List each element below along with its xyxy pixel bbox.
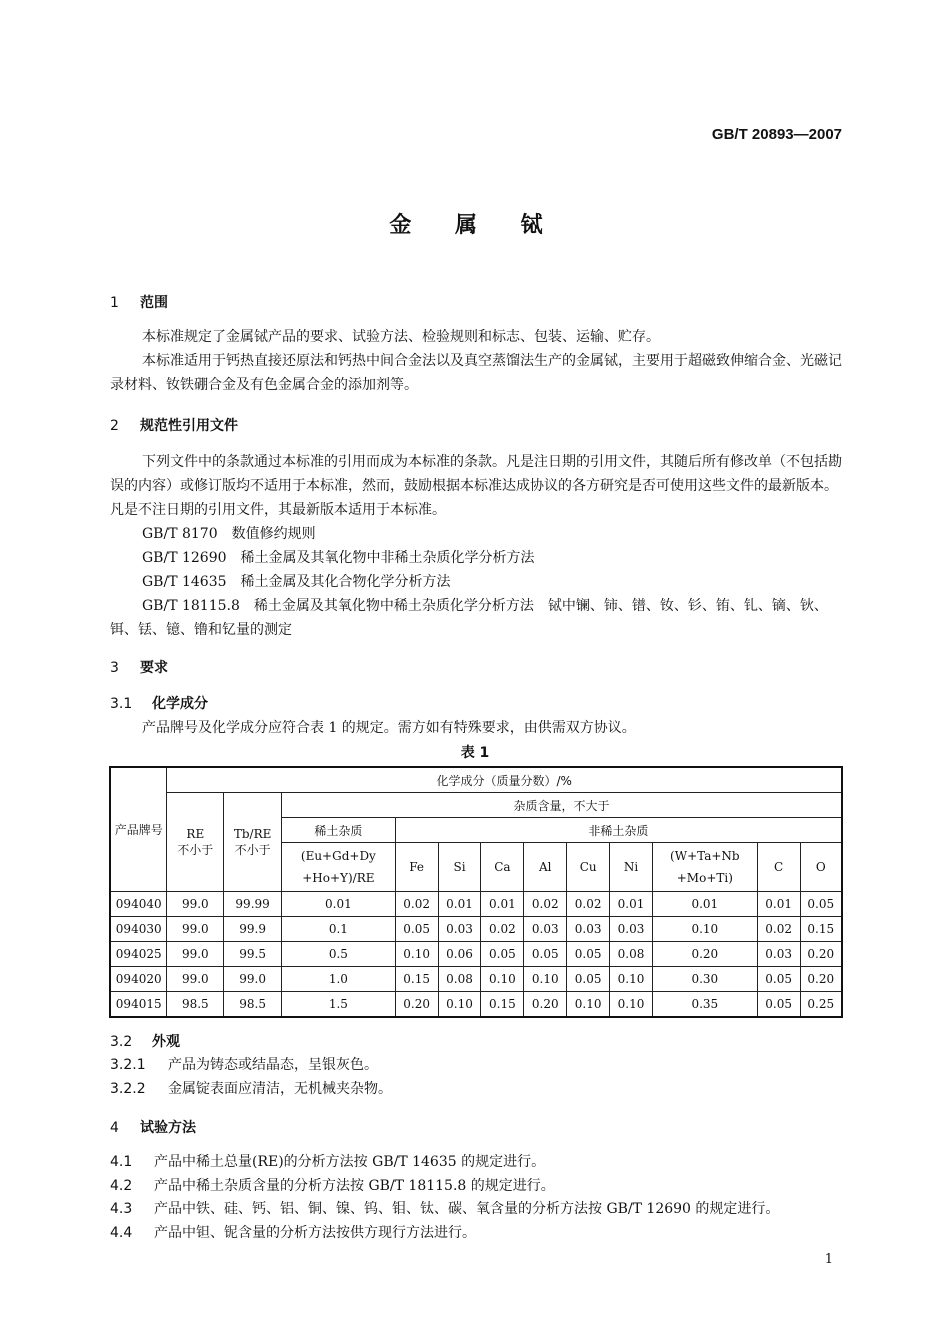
cell-re: 99.0	[167, 942, 224, 967]
section-2-paragraph-1	[110, 450, 845, 522]
cell-cu: 0.02	[567, 892, 610, 917]
header-si: Si	[438, 843, 481, 892]
header-rare-earth-impurity: 稀土杂质	[282, 818, 396, 843]
section-number: 2	[110, 418, 119, 434]
cell-cu: 0.05	[567, 967, 610, 992]
cell-brand: 094030	[110, 917, 167, 942]
cell-ca: 0.15	[481, 992, 524, 1018]
standard-number: GB/T 20893—2007	[711, 126, 842, 143]
test-method-item	[110, 1197, 779, 1221]
header-c: C	[757, 843, 800, 892]
cell-rare: 0.5	[282, 942, 396, 967]
cell-c: 0.02	[757, 917, 800, 942]
section-title: 外观	[152, 1034, 180, 1050]
cell-tbre: 99.0	[224, 967, 282, 992]
test-method-item	[110, 1150, 545, 1174]
table-row	[110, 892, 842, 917]
page-number: 1	[824, 1252, 833, 1267]
cell-fe: 0.15	[395, 967, 438, 992]
cell-o: 0.25	[800, 992, 842, 1018]
cell-ni: 0.03	[610, 917, 653, 942]
test-method-item	[110, 1221, 476, 1245]
cell-tbre: 98.5	[224, 992, 282, 1018]
number-text: 4.1	[110, 1154, 133, 1170]
cell-c: 0.05	[757, 967, 800, 992]
header-re	[167, 793, 224, 892]
cell-o: 0.05	[800, 892, 842, 917]
section-number: 3.2	[110, 1034, 133, 1050]
table-row	[110, 992, 842, 1018]
header-non-rare-earth-impurity: 非稀土杂质	[395, 818, 842, 843]
section-number	[110, 1197, 154, 1221]
cell-al: 0.20	[524, 992, 567, 1018]
cell-fe: 0.10	[395, 942, 438, 967]
cell-si: 0.01	[438, 892, 481, 917]
section-number	[110, 1174, 154, 1198]
cell-ca: 0.01	[481, 892, 524, 917]
section-1-heading	[110, 292, 168, 312]
cell-rare: 0.01	[282, 892, 396, 917]
header-ni: Ni	[610, 843, 653, 892]
cell-re: 99.0	[167, 892, 224, 917]
paragraph-text: 产品中铁、硅、钙、铝、铜、镍、钨、钼、钛、碳、氧含量的分析方法按 GB/T 12690 的规定进行。	[154, 1201, 780, 1217]
header-rare-formula	[282, 843, 396, 892]
section-3-1-heading	[110, 693, 208, 713]
reference-title: 稀土金属及其化合物化学分析方法	[240, 574, 451, 590]
header-impurity: 杂质含量，不大于	[282, 793, 842, 818]
cell-tbre: 99.9	[224, 917, 282, 942]
cell-brand: 094025	[110, 942, 167, 967]
cell-c: 0.05	[757, 992, 800, 1018]
header-o: O	[800, 843, 842, 892]
section-title: 要求	[140, 660, 168, 676]
cell-tbre: 99.5	[224, 942, 282, 967]
cell-brand: 094015	[110, 992, 167, 1018]
cell-w: 0.20	[652, 942, 757, 967]
cell-al: 0.10	[524, 967, 567, 992]
reference-item	[110, 594, 845, 642]
cell-si: 0.06	[438, 942, 481, 967]
section-title: 试验方法	[140, 1120, 196, 1136]
cell-si: 0.08	[438, 967, 481, 992]
cell-brand: 094020	[110, 967, 167, 992]
header-tbre	[224, 793, 282, 892]
paragraph-text: 本标准规定了金属铽产品的要求、试验方法、检验规则和标志、包装、运输、贮存。	[142, 329, 660, 345]
section-number	[110, 1053, 168, 1077]
section-3-2-2	[110, 1077, 392, 1101]
cell-ni: 0.01	[610, 892, 653, 917]
header-chemical-composition: 化学成分（质量分数）/%	[167, 767, 842, 793]
cell-cu: 0.10	[567, 992, 610, 1018]
paragraph-text: 产品中稀土杂质含量的分析方法按 GB/T 18115.8 的规定进行。	[154, 1178, 555, 1194]
document-title: 金 属 铽	[389, 212, 561, 238]
cell-ca: 0.02	[481, 917, 524, 942]
section-1-paragraph-1	[110, 325, 845, 349]
cell-w: 0.01	[652, 892, 757, 917]
section-3-heading	[110, 657, 168, 677]
reference-item	[110, 546, 845, 570]
cell-al: 0.05	[524, 942, 567, 967]
cell-re: 98.5	[167, 992, 224, 1018]
paragraph-text: 本标准适用于钙热直接还原法和钙热中间合金法以及真空蒸馏法生产的金属铽，主要用于超磁致伸缩合金、光磁记录材料、钕铁硼合金及有色金属合金的添加剂等。	[110, 353, 842, 393]
section-3-2-1	[110, 1053, 378, 1077]
section-number: 4	[110, 1120, 119, 1136]
cell-o: 0.15	[800, 917, 842, 942]
cell-al: 0.03	[524, 917, 567, 942]
cell-c: 0.03	[757, 942, 800, 967]
cell-ca: 0.05	[481, 942, 524, 967]
paragraph-text: 下列文件中的条款通过本标准的引用而成为本标准的条款。凡是注日期的引用文件，其随后所有修改单（不包括勘误的内容）或修订版均不适用于本标准，然而，鼓励根据本标准达成协议的各方研究是否可使用这些文件的最新版本。凡是不注日期的引用文件，其最新版本适用于本标准。	[110, 454, 842, 518]
header-w-ta-nb-mo-ti	[652, 843, 757, 892]
reference-code: GB/T 14635	[142, 574, 227, 590]
header-w-line-2: +Mo+Ti)	[676, 871, 733, 885]
header-cu: Cu	[567, 843, 610, 892]
cell-ni: 0.08	[610, 942, 653, 967]
number-text: 4.4	[110, 1225, 133, 1241]
reference-title: 稀土金属及其氧化物中非稀土杂质化学分析方法	[240, 550, 535, 566]
cell-w: 0.35	[652, 992, 757, 1018]
cell-w: 0.30	[652, 967, 757, 992]
cell-fe: 0.02	[395, 892, 438, 917]
section-3-2-heading	[110, 1031, 180, 1051]
cell-fe: 0.20	[395, 992, 438, 1018]
reference-code: GB/T 8170	[142, 526, 218, 542]
cell-o: 0.20	[800, 967, 842, 992]
header-brand: 产品牌号	[110, 767, 167, 892]
table-row	[110, 917, 842, 942]
reference-code: GB/T 12690	[142, 550, 227, 566]
section-3-1-paragraph	[110, 716, 845, 740]
table-caption: 表 1	[460, 745, 490, 761]
reference-title: 数值修约规则	[231, 526, 316, 542]
number-text: 3.2.1	[110, 1057, 146, 1073]
section-title: 化学成分	[152, 696, 208, 712]
cell-c: 0.01	[757, 892, 800, 917]
section-number	[110, 1077, 168, 1101]
paragraph-text: 产品为铸态或结晶态，呈银灰色。	[168, 1057, 378, 1073]
table-row	[110, 967, 842, 992]
cell-o: 0.20	[800, 942, 842, 967]
cell-cu: 0.05	[567, 942, 610, 967]
number-text: 4.2	[110, 1178, 133, 1194]
cell-cu: 0.03	[567, 917, 610, 942]
reference-code: GB/T 18115.8	[142, 598, 240, 614]
table-1	[109, 766, 843, 1018]
section-title: 规范性引用文件	[140, 418, 238, 434]
cell-ni: 0.10	[610, 992, 653, 1018]
header-rare-formula-line-2: +Ho+Y)/RE	[302, 871, 375, 885]
section-number: 3.1	[110, 696, 133, 712]
cell-rare: 1.0	[282, 967, 396, 992]
cell-si: 0.03	[438, 917, 481, 942]
section-number	[110, 1150, 154, 1174]
paragraph-text: 产品牌号及化学成分应符合表 1 的规定。需方如有特殊要求，由供需双方协议。	[142, 720, 636, 736]
paragraph-text: 产品中钽、铌含量的分析方法按供方现行方法进行。	[154, 1225, 476, 1241]
header-tbre-sub: 不小于	[234, 842, 271, 857]
header-re-sub: 不小于	[177, 842, 214, 857]
section-number	[110, 1221, 154, 1245]
cell-w: 0.10	[652, 917, 757, 942]
cell-si: 0.10	[438, 992, 481, 1018]
cell-re: 99.0	[167, 917, 224, 942]
table-row	[110, 942, 842, 967]
reference-item	[110, 522, 845, 546]
cell-rare: 0.1	[282, 917, 396, 942]
cell-al: 0.02	[524, 892, 567, 917]
number-text: 4.3	[110, 1201, 133, 1217]
header-re-label: RE	[186, 826, 205, 841]
section-number: 3	[110, 660, 119, 676]
cell-brand: 094040	[110, 892, 167, 917]
reference-title: 稀土金属及其氧化物中稀土杂质化学分析方法 铽中镧、铈、镨、钕、钐、铕、钆、镝、钬、铒、铥、镱、镥和钇量的测定	[110, 598, 828, 638]
header-rare-formula-line-1: (Eu+Gd+Dy	[300, 849, 376, 863]
reference-item	[110, 570, 845, 594]
header-w-line-1: (W+Ta+Nb	[670, 849, 740, 863]
cell-ni: 0.10	[610, 967, 653, 992]
section-number: 1	[110, 295, 119, 311]
section-4-heading	[110, 1117, 196, 1137]
cell-tbre: 99.99	[224, 892, 282, 917]
paragraph-text: 产品中稀土总量(RE)的分析方法按 GB/T 14635 的规定进行。	[154, 1154, 546, 1170]
cell-ca: 0.10	[481, 967, 524, 992]
paragraph-text: 金属锭表面应清洁，无机械夹杂物。	[168, 1081, 392, 1097]
section-title: 范围	[140, 295, 168, 311]
cell-rare: 1.5	[282, 992, 396, 1018]
cell-re: 99.0	[167, 967, 224, 992]
header-tbre-label: Tb/RE	[233, 826, 272, 841]
number-text: 3.2.2	[110, 1081, 146, 1097]
cell-fe: 0.05	[395, 917, 438, 942]
header-ca: Ca	[481, 843, 524, 892]
test-method-item	[110, 1174, 555, 1198]
section-1-paragraph-2	[110, 349, 845, 397]
header-fe: Fe	[395, 843, 438, 892]
header-al: Al	[524, 843, 567, 892]
section-2-heading	[110, 415, 238, 435]
